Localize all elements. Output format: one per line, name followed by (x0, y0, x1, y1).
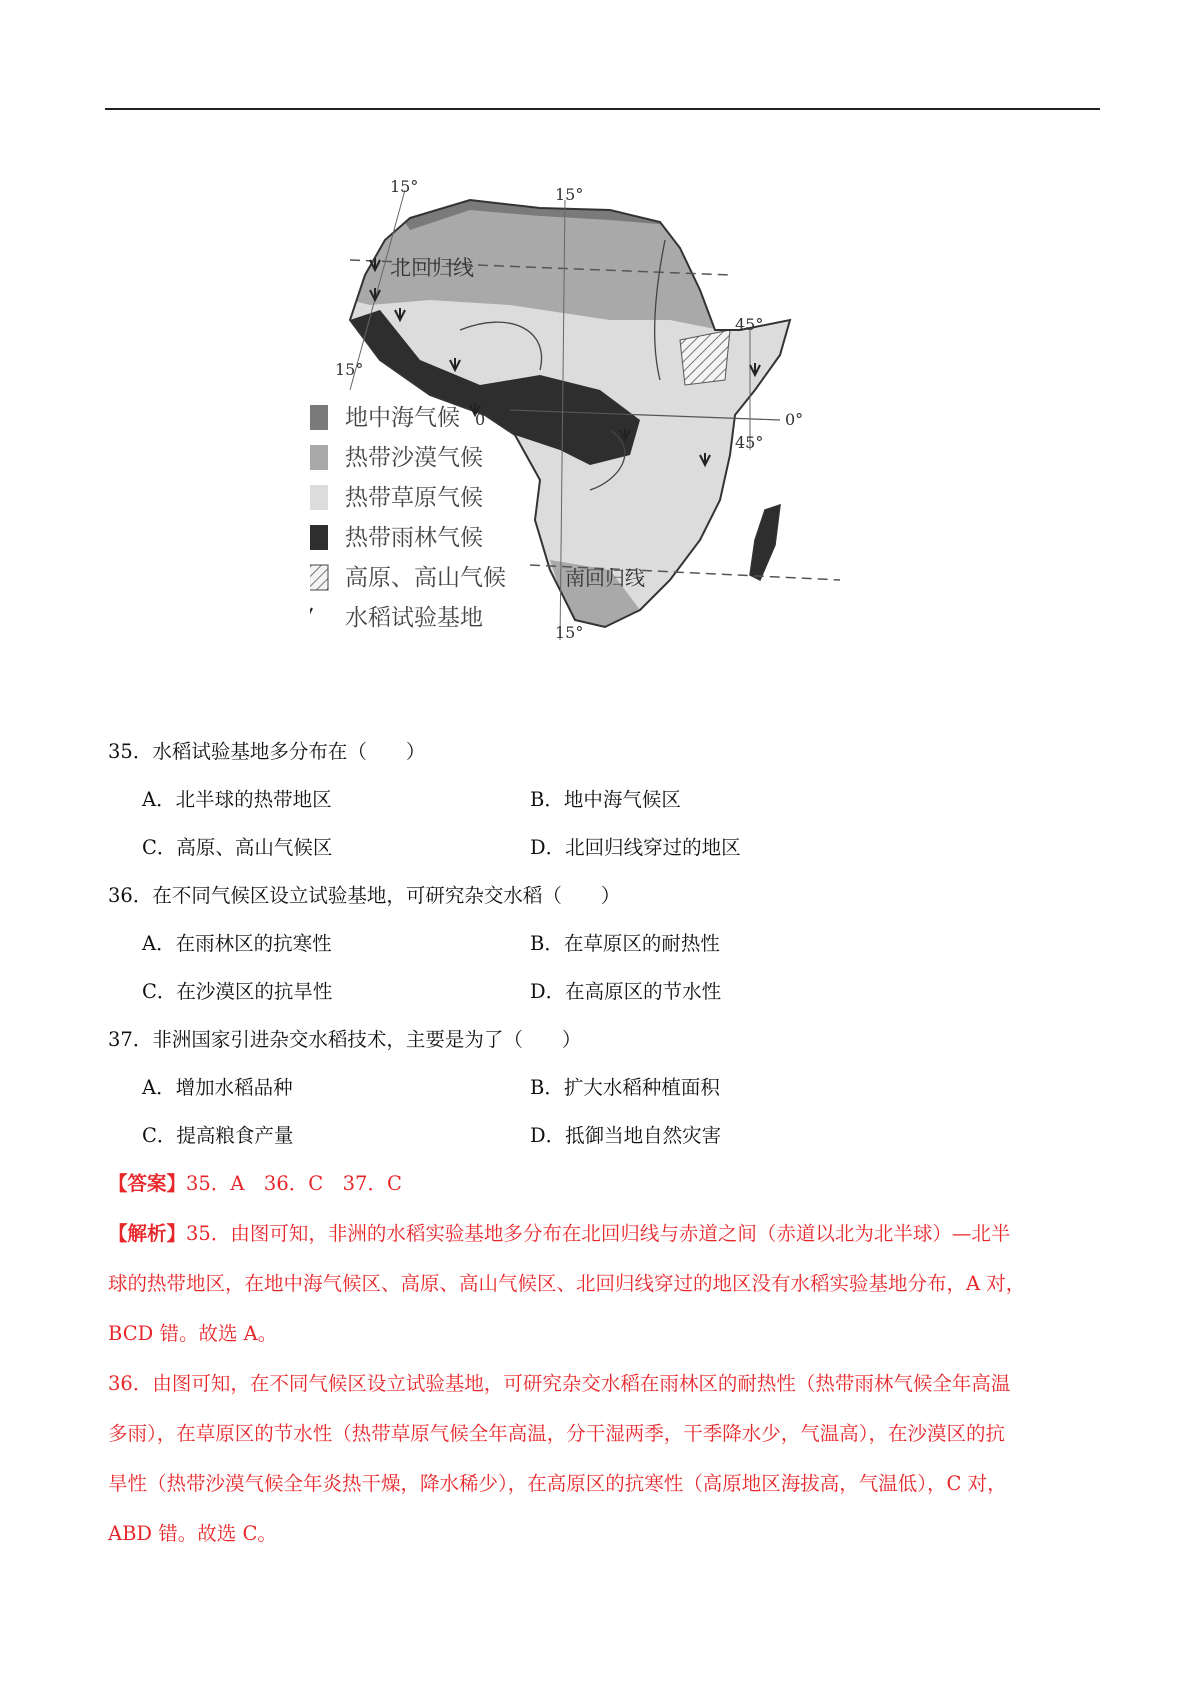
label-15-w: 15° (335, 360, 364, 379)
label-45-ne: 45° (735, 315, 764, 334)
label-tropic-capricorn: 南回归线 (565, 566, 645, 590)
analysis-line-4: 36．由图可知，在不同气候区设立试验基地，可研究杂交水稻在雨林区的耐热性（热带雨林气候全年高温 (108, 1372, 1011, 1395)
question-35-option-a: A．北半球的热带地区 (142, 788, 332, 811)
question-37-stem: 37．非洲国家引进杂交水稻技术，主要是为了（ ） (108, 1028, 582, 1051)
africa-climate-map (310, 180, 910, 700)
question-35-stem: 35．水稻试验基地多分布在（ ） (108, 740, 426, 763)
analysis-line-6: 旱性（热带沙漠气候全年炎热干燥，降水稀少），在高原区的抗寒性（高原地区海拔高，气温低），C 对， (108, 1472, 1007, 1495)
question-37-option-d: D．抵御当地自然灾害 (530, 1124, 722, 1147)
question-36-option-b: B．在草原区的耐热性 (530, 932, 720, 955)
label-0-w: 0° (475, 410, 494, 429)
map-legend (310, 405, 506, 631)
analysis-line-1 (108, 1220, 1098, 1248)
legend-label-rice-base: 水稻试验基地 (345, 605, 483, 631)
question-37-option-a: A．增加水稻品种 (142, 1076, 293, 1099)
top-rule (105, 108, 1100, 110)
analysis-tag: 【解析】 (108, 1222, 187, 1245)
analysis-line-7: ABD 错。故选 C。 (108, 1522, 277, 1545)
legend-swatch-mediterranean (310, 405, 328, 430)
question-35-option-c: C．高原、高山气候区 (142, 836, 333, 859)
label-45-e: 45° (735, 433, 764, 452)
legend-swatch-tropical-savanna (310, 485, 328, 510)
analysis-text: 35．由图可知，非洲的水稻实验基地多分布在北回归线与赤道之间（赤道以北为北半球）—北半 (186, 1222, 1011, 1245)
legend-swatch-tropical-desert (310, 445, 328, 470)
question-35-option-d: D．北回归线穿过的地区 (530, 836, 741, 859)
label-15-nw: 15° (390, 180, 419, 196)
answer-tag: 【答案】 (108, 1172, 187, 1195)
question-36-option-c: C．在沙漠区的抗旱性 (142, 980, 333, 1003)
label-tropic-cancer: 北回归线 (390, 256, 474, 280)
analysis-line-2: 球的热带地区，在地中海气候区、高原、高山气候区、北回归线穿过的地区没有水稻实验基地分布，A 对， (108, 1272, 1026, 1295)
legend-swatch-tropical-rainforest (310, 525, 328, 550)
question-37-option-c: C．提高粮食产量 (142, 1124, 294, 1147)
question-37-option-b: B．扩大水稻种植面积 (530, 1076, 720, 1099)
legend-label-tropical-desert: 热带沙漠气候 (345, 445, 483, 471)
answer-text: 35．A 36．C 37．C (186, 1172, 402, 1195)
label-0-e: 0° (785, 410, 804, 429)
legend-label-highland: 高原、高山气候 (345, 565, 506, 591)
question-36-option-d: D．在高原区的节水性 (530, 980, 722, 1003)
analysis-line-5: 多雨），在草原区的节水性（热带草原气候全年高温，分干湿两季，干季降水少，气温高），在沙漠区的抗 (108, 1422, 1006, 1445)
question-35-option-b: B．地中海气候区 (530, 788, 681, 811)
label-15-n: 15° (555, 185, 584, 204)
analysis-line-3: BCD 错。故选 A。 (108, 1322, 278, 1345)
label-15-s: 15° (555, 623, 584, 642)
question-36-stem: 36．在不同气候区设立试验基地，可研究杂交水稻（ ） (108, 884, 621, 907)
legend-swatch-highland (310, 565, 328, 590)
question-36-option-a: A．在雨林区的抗寒性 (142, 932, 332, 955)
legend-label-mediterranean: 地中海气候 (345, 405, 460, 431)
legend-label-tropical-savanna: 热带草原气候 (345, 485, 483, 511)
legend-label-tropical-rainforest: 热带雨林气候 (345, 525, 483, 551)
answer-line (108, 1170, 1098, 1198)
rice-icon (310, 606, 312, 620)
madagascar (750, 505, 780, 580)
